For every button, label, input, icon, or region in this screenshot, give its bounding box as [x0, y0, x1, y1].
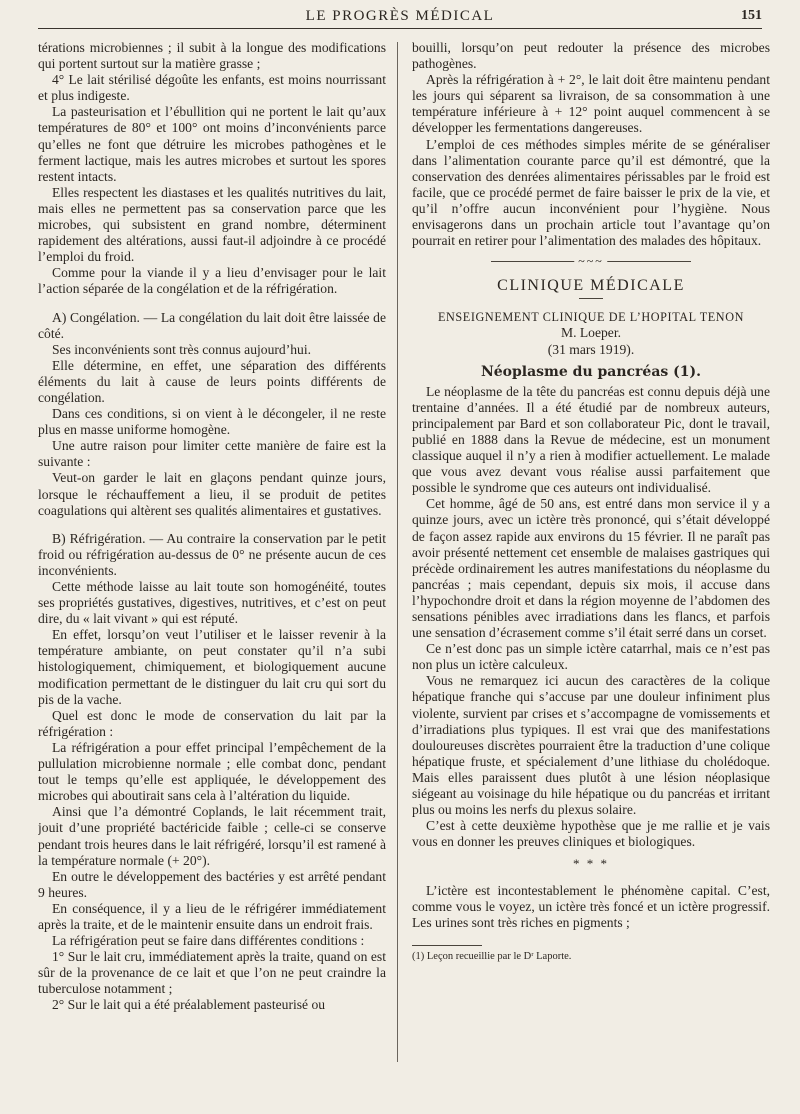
footnote-rule: [412, 945, 482, 946]
body-paragraph: 2° Sur le lait qui a été préalablement pasteurisé ou: [52, 997, 326, 1013]
body-paragraph: Ainsi que l’a démontré Coplands, le lait récemment trait, jouit d’une propriété bactéricide faible ; celle-ci se conserve pendant trois heures dans le lait réfrigéré, lorsqu’il est ramené à la température normale (+ 20°).: [38, 804, 386, 868]
body-paragraph: térations microbiennes ; il subit à la longue des modifications qui portent surtout sur la matière grasse ;: [38, 40, 386, 72]
body-paragraph: A) Congélation. — La congélation du lait doit être laissée de côté.: [38, 309, 386, 341]
body-paragraph: 1° Sur le lait cru, immédiatement après la traite, quand on est sûr de la provenance de ce lait et que l’on ne peut craindre la tuberculose notamment ;: [38, 949, 386, 997]
body-paragraph: B) Réfrigération. — Au contraire la conservation par le petit froid ou réfrigération au-dessus de 0° ne présente aucun de ces inconvénients.: [38, 530, 386, 578]
running-header: [38, 6, 762, 29]
body-paragraph: Vous ne remarquez ici aucun des caractères de la colique hépatique franche qui s’accuse par une douleur infiniment plus violente, survient par crises et s’accompagne de vomissements et d’irradiations plus typiques. Il est vrai que des manifestations douloureuses discrètes pourraient être la traduction d’une colique hépatique fruste, et spécialement d’une lithiase du cholédoque. Mais elles paraissent dues plutôt à une lésion néoplasique siégeant au voisinage du hile hépatique ou du pancréas et irritant plus ou moins les nerfs du plexus solaire.: [412, 673, 770, 818]
body-paragraph: Le néoplasme de la tête du pancréas est connu depuis déjà une trentaine d’années. Il a été étudié par de nombreux auteurs, principalement par Bard et son collaborateur Pic, dont le travail, publié en 1888 dans la Revue de médecine, est un monument classique auquel il n’y a rien à modifier actuellement. Le malade que vous avez devant vous réalise aussi parfaitement que possible le syndrome que ces auteurs ont individualisé.: [412, 383, 770, 496]
column-divider: [397, 42, 398, 1062]
body-paragraph: C’est à cette deuxième hypothèse que je me rallie et je vais vous en donner les preuves cliniques et biologiques.: [412, 818, 770, 850]
body-paragraph: 4° Le lait stérilisé dégoûte les enfants, est moins nourrissant et plus indigeste.: [38, 72, 386, 104]
page-number: 151: [741, 8, 762, 23]
body-paragraph: En conséquence, il y a lieu de le réfrigérer immédiatement après la traite, et de le maintenir ensuite dans un endroit frais.: [38, 900, 386, 932]
lesson-date: (31 mars 1919).: [547, 341, 635, 357]
body-paragraph: L’ictère est incontestablement le phénomène capital. C’est, comme vous le voyez, un ictère très foncé et un ictère progressif. Les urines sont très riches en pigments ;: [412, 882, 770, 930]
footnote: (1) Leçon recueillie par le Dʳ Laporte.: [412, 950, 572, 962]
section-ornament: ~~~: [491, 261, 691, 268]
body-paragraph: La pasteurisation et l’ébullition qui ne portent le lait qu’aux températures de 80° et 100° ont moins d’inconvénients parce qu’elles ne font que détruire les microbes pathogènes et le ferment lactique, mais les autres microbes et surtout les spores restent intacts.: [38, 104, 386, 184]
body-paragraph: Comme pour la viande il y a lieu d’envisager pour le lait l’action séparée de la congélation et de la réfrigération.: [38, 265, 386, 297]
body-paragraph: Dans ces conditions, si on vient à le décongeler, il ne reste plus en masse uniforme homogène.: [38, 406, 386, 438]
left-column: [38, 40, 386, 1106]
lesson-body: [412, 384, 770, 851]
asterism: * * *: [573, 856, 609, 872]
right-column-top-text: [412, 40, 770, 249]
right-column: [412, 40, 770, 1106]
teaching-line: ENSEIGNEMENT CLINIQUE DE L’HOPITAL TENON: [437, 310, 744, 325]
body-paragraph: Après la réfrigération à + 2°, le lait doit être maintenu pendant les jours qui séparent sa livraison, de sa consommation à une température inférieure à + 12° point auquel commencent à se développer les fermentations dangereuses.: [412, 72, 770, 136]
body-paragraph: bouilli, lorsqu’on peut redouter la présence des microbes pathogènes.: [412, 40, 770, 72]
body-paragraph: Une autre raison pour limiter cette manière de faire est la suivante :: [38, 438, 386, 470]
title-rule: [579, 298, 603, 299]
body-paragraph: La réfrigération peut se faire dans différentes conditions :: [52, 933, 365, 949]
body-paragraph: Elle détermine, en effet, une séparation des différents éléments du lait à cause de leurs points différents de congélation.: [38, 357, 386, 405]
body-paragraph: Cette méthode laisse au lait toute son homogénéité, toutes ses propriétés gustatives, digestives, nutritives, et c’est on peut dire, du « lait vivant » qui est réputé.: [38, 579, 386, 627]
body-paragraph: En outre le développement des bactéries y est arrêté pendant 9 heures.: [38, 868, 386, 900]
body-paragraph: Ce n’est donc pas un simple ictère catarrhal, mais ce n’est pas non plus un ictère calculeux.: [412, 641, 770, 673]
lesson-title: Néoplasme du pancréas (1).: [480, 363, 702, 380]
body-paragraph: Veut-on garder le lait en glaçons pendant quinze jours, lorsque le réchauffement a lieu, il se produit de petites coagulations qui altèrent ses qualités alimentaires et gustatives.: [38, 470, 386, 518]
body-paragraph: L’emploi de ces méthodes simples mérite de se généraliser dans l’alimentation courante parce qu’il est démontré, que la conservation des denrées alimentaires périssables par le froid est facile, que ce procédé permet de faire baisser le prix de la vie, et qu’il n’offre aucun inconvénient pour l’hygiène. Nous envisagerons dans un prochain article tout l’avantage qu’on pourrait en retirer pour l’alimentation des malades des hôpitaux.: [412, 136, 770, 249]
journal-title: LE PROGRÈS MÉDICAL: [305, 8, 495, 24]
body-paragraph: Quel est donc le mode de conservation du lait par la réfrigération :: [38, 707, 386, 739]
body-paragraph: Elles respectent les diastases et les qualités nutritives du lait, mais elles ne permettent pas sa conservation parce que les microbes, qui subsistent en grand nombre, déterminent rapidement des altérations, aussi faut-il adjoindre à ce procédé l’emploi du froid.: [38, 184, 386, 265]
section-title: CLINIQUE MÉDICALE: [497, 277, 685, 295]
body-paragraph: En effet, lorsqu’on veut l’utiliser et le laisser revenir à la température ambiante, on peut constater qu’il n’a subi histologiquement, chimiquement, et biologiquement aucune modification permettant de le distinguer du lait cru qui sort du pis de la vache.: [38, 627, 386, 707]
professor-name: M. Loeper.: [560, 325, 622, 341]
body-paragraph: Cet homme, âgé de 50 ans, est entré dans mon service il y a quinze jours, avec un ictère très prononcé, qui s’était développé de façon assez rapide aux environs du 15 février. Il ne paraît pas avoir présenté nettement cet ensemble de malaises gastriques qui précède ordinairement les autres manifestations du néoplasme du pancréas ; mais cependant, depuis six mois, il accuse dans l’hypochondre droit et dans la région moyenne de l’abdomen des sensations pénibles avec irradiations dans les flancs, et parfois une sensation d’écrasement comme s’il était serré dans un corset.: [412, 496, 770, 641]
body-paragraph: Ses inconvénients sont très connus aujourd’hui.: [52, 341, 311, 357]
body-paragraph: La réfrigération a pour effet principal l’empêchement de la pullulation microbienne normale ; elle combat donc, pendant tout le temps qu’elle est appliquée, le développement des microbes qui aboutirait sans cela à l’altération du liquide.: [38, 739, 386, 804]
